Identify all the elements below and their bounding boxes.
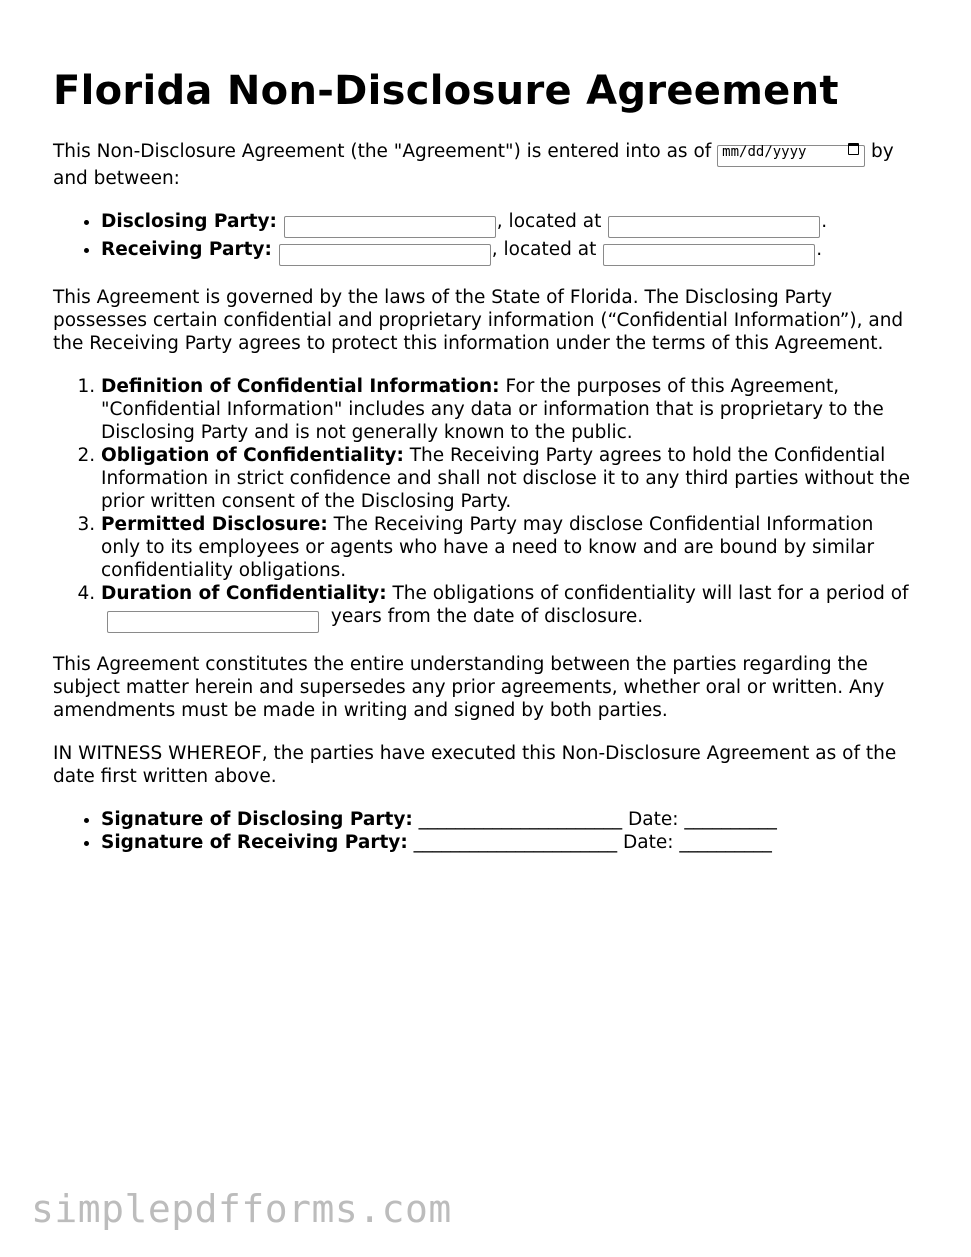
- document-page: [53, 66, 915, 874]
- agreement-date-input[interactable]: [717, 145, 865, 167]
- clause-permitted-disclosure: [101, 513, 915, 582]
- receiving-party-name-input[interactable]: [279, 244, 491, 266]
- witness-paragraph: IN WITNESS WHEREOF, the parties have executed this Non-Disclosure Agreement as of the date first written above.: [53, 743, 897, 787]
- disclosing-party-label: Disclosing Party:: [101, 211, 277, 232]
- date-placeholder: mm/dd/yyyy: [722, 144, 807, 160]
- watermark-text: simplepdfforms.com: [31, 1187, 452, 1231]
- signature-disclosing-party: [101, 808, 915, 831]
- signature-label: Signature of Receiving Party:: [101, 832, 408, 853]
- intro-text: This Non-Disclosure Agreement (the "Agreement") is entered into as of: [53, 141, 718, 162]
- clause-duration: [101, 582, 915, 633]
- governing-paragraph: This Agreement is governed by the laws of the State of Florida. The Disclosing Party possesses certain confidential and proprietary information (“Confidential Information”), and the Receiving Party agrees to protect this information under the terms of this Agreement.: [53, 287, 904, 354]
- signature-line: ______________________ Date: __________: [407, 832, 772, 853]
- entire-agreement-paragraph: This Agreement constitutes the entire understanding between the parties regarding the subject matter herein and supersedes any prior agreements, whether oral or written. Any amendments must be made in writing and signed by both parties.: [53, 654, 885, 721]
- duration-years-input[interactable]: [107, 611, 319, 633]
- clauses-list: [53, 375, 915, 633]
- disclosing-party-address-input[interactable]: [608, 216, 820, 238]
- located-at-text: , located at: [491, 239, 603, 260]
- parties-list: [53, 210, 915, 266]
- intro-text-end: by and between:: [53, 141, 894, 189]
- clause-heading: Duration of Confidentiality:: [101, 583, 387, 604]
- list-item-receiving-party: [101, 238, 915, 266]
- period-text: .: [821, 211, 828, 232]
- clause-text: The Receiving Party may disclose Confidential Information only to its employees or agents who have a need to know and are bound by similar confidentiality obligations.: [101, 514, 875, 581]
- receiving-party-address-input[interactable]: [603, 244, 815, 266]
- clause-text: The obligations of confidentiality will last for a period of: [386, 583, 909, 604]
- clause-definition: [101, 375, 915, 444]
- receiving-party-label: Receiving Party:: [101, 239, 272, 260]
- signature-label: Signature of Disclosing Party:: [101, 809, 413, 830]
- list-item-disclosing-party: [101, 210, 915, 238]
- clause-heading: Permitted Disclosure:: [101, 514, 328, 535]
- signatures-list: [53, 808, 915, 854]
- located-at-text: , located at: [496, 211, 608, 232]
- signature-line: ______________________ Date: __________: [412, 809, 777, 830]
- clause-heading: Definition of Confidential Information:: [101, 376, 500, 397]
- period-text: .: [816, 239, 823, 260]
- clause-text: For the purposes of this Agreement, "Confidential Information" includes any data or information that is proprietary to the Disclosing Party and is not generally known to the public.: [101, 376, 884, 443]
- disclosing-party-name-input[interactable]: [284, 216, 496, 238]
- page-title: Florida Non-Disclosure Agreement: [53, 68, 839, 114]
- clause-text: The Receiving Party agrees to hold the Confidential Information in strict confidence and shall not disclose it to any third parties without the prior written consent of the Disclosing Party.: [101, 445, 910, 512]
- clause-obligation: [101, 444, 915, 513]
- clause-text-end: years from the date of disclosure.: [325, 606, 644, 627]
- signature-receiving-party: [101, 831, 915, 854]
- intro-paragraph: [53, 140, 915, 190]
- clause-heading: Obligation of Confidentiality:: [101, 445, 404, 466]
- agreement-date-field[interactable]: [717, 140, 865, 167]
